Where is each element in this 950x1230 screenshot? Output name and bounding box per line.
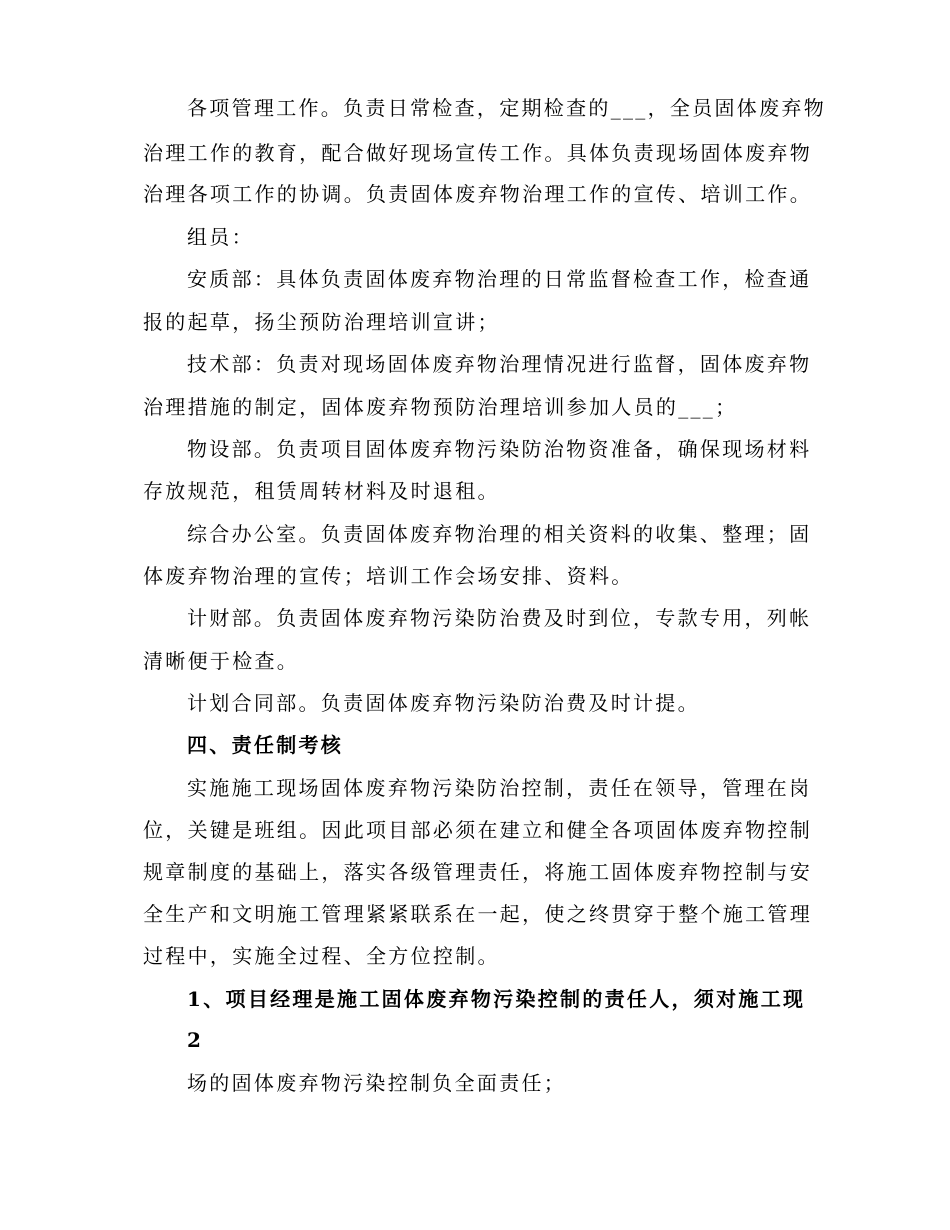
text-line: 过程中，实施全过程、全方位控制。 [143, 944, 500, 968]
text-line: 计财部。负责固体废弃物污染防治费及时到位，专款专用，列帐 [187, 606, 812, 630]
text-line: 存放规范，租赁周转材料及时退租。 [143, 479, 500, 503]
text-line: 物设部。负责项目固体废弃物污染防治物资准备，确保现场材料 [187, 437, 812, 461]
text-line: 报的起草，扬尘预防治理培训宣讲； [143, 310, 500, 334]
text-line: 计划合同部。负责固体废弃物污染防治费及时计提。 [187, 691, 700, 715]
text-line: 规章制度的基础上，落实各级管理责任，将施工固体废弃物控制与安 [143, 860, 812, 884]
text-line: 治理各项工作的协调。负责固体废弃物治理工作的宣传、培训工作。 [143, 182, 812, 206]
text-line: 全生产和文明施工管理紧紧联系在一起，使之终贯穿于整个施工管理 [143, 902, 812, 926]
bold-item-line: 1、项目经理是施工固体废弃物污染控制的责任人，须对施工现 [187, 987, 806, 1011]
text-line: 各项管理工作。负责日常检查，定期检查的___，全员固体废弃物 [187, 96, 826, 120]
text-line: 清晰便于检查。 [143, 649, 300, 673]
page-number: 2 [187, 1028, 204, 1052]
text-line: 治理措施的制定，固体废弃物预防治理培训参加人员的___； [143, 395, 738, 419]
text-line: 场的固体废弃物污染控制负全面责任； [187, 1071, 567, 1095]
text-line: 体废弃物治理的宣传；培训工作会场安排、资料。 [143, 564, 634, 588]
text-line: 组员： [187, 225, 254, 249]
section-heading: 四、责任制考核 [187, 733, 344, 757]
text-line: 实施施工现场固体废弃物污染防治控制，责任在领导，管理在岗 [187, 776, 812, 800]
text-line: 位，关键是班组。因此项目部必须在建立和健全各项固体废弃物控制 [143, 818, 812, 842]
text-line: 综合办公室。负责固体废弃物治理的相关资料的收集、整理；固 [187, 522, 812, 546]
text-line: 技术部：负责对现场固体废弃物治理情况进行监督，固体废弃物 [187, 352, 812, 376]
text-line: 治理工作的教育，配合做好现场宣传工作。具体负责现场固体废弃物 [143, 141, 812, 165]
text-line: 安质部：具体负责固体废弃物治理的日常监督检查工作，检查通 [187, 267, 812, 291]
